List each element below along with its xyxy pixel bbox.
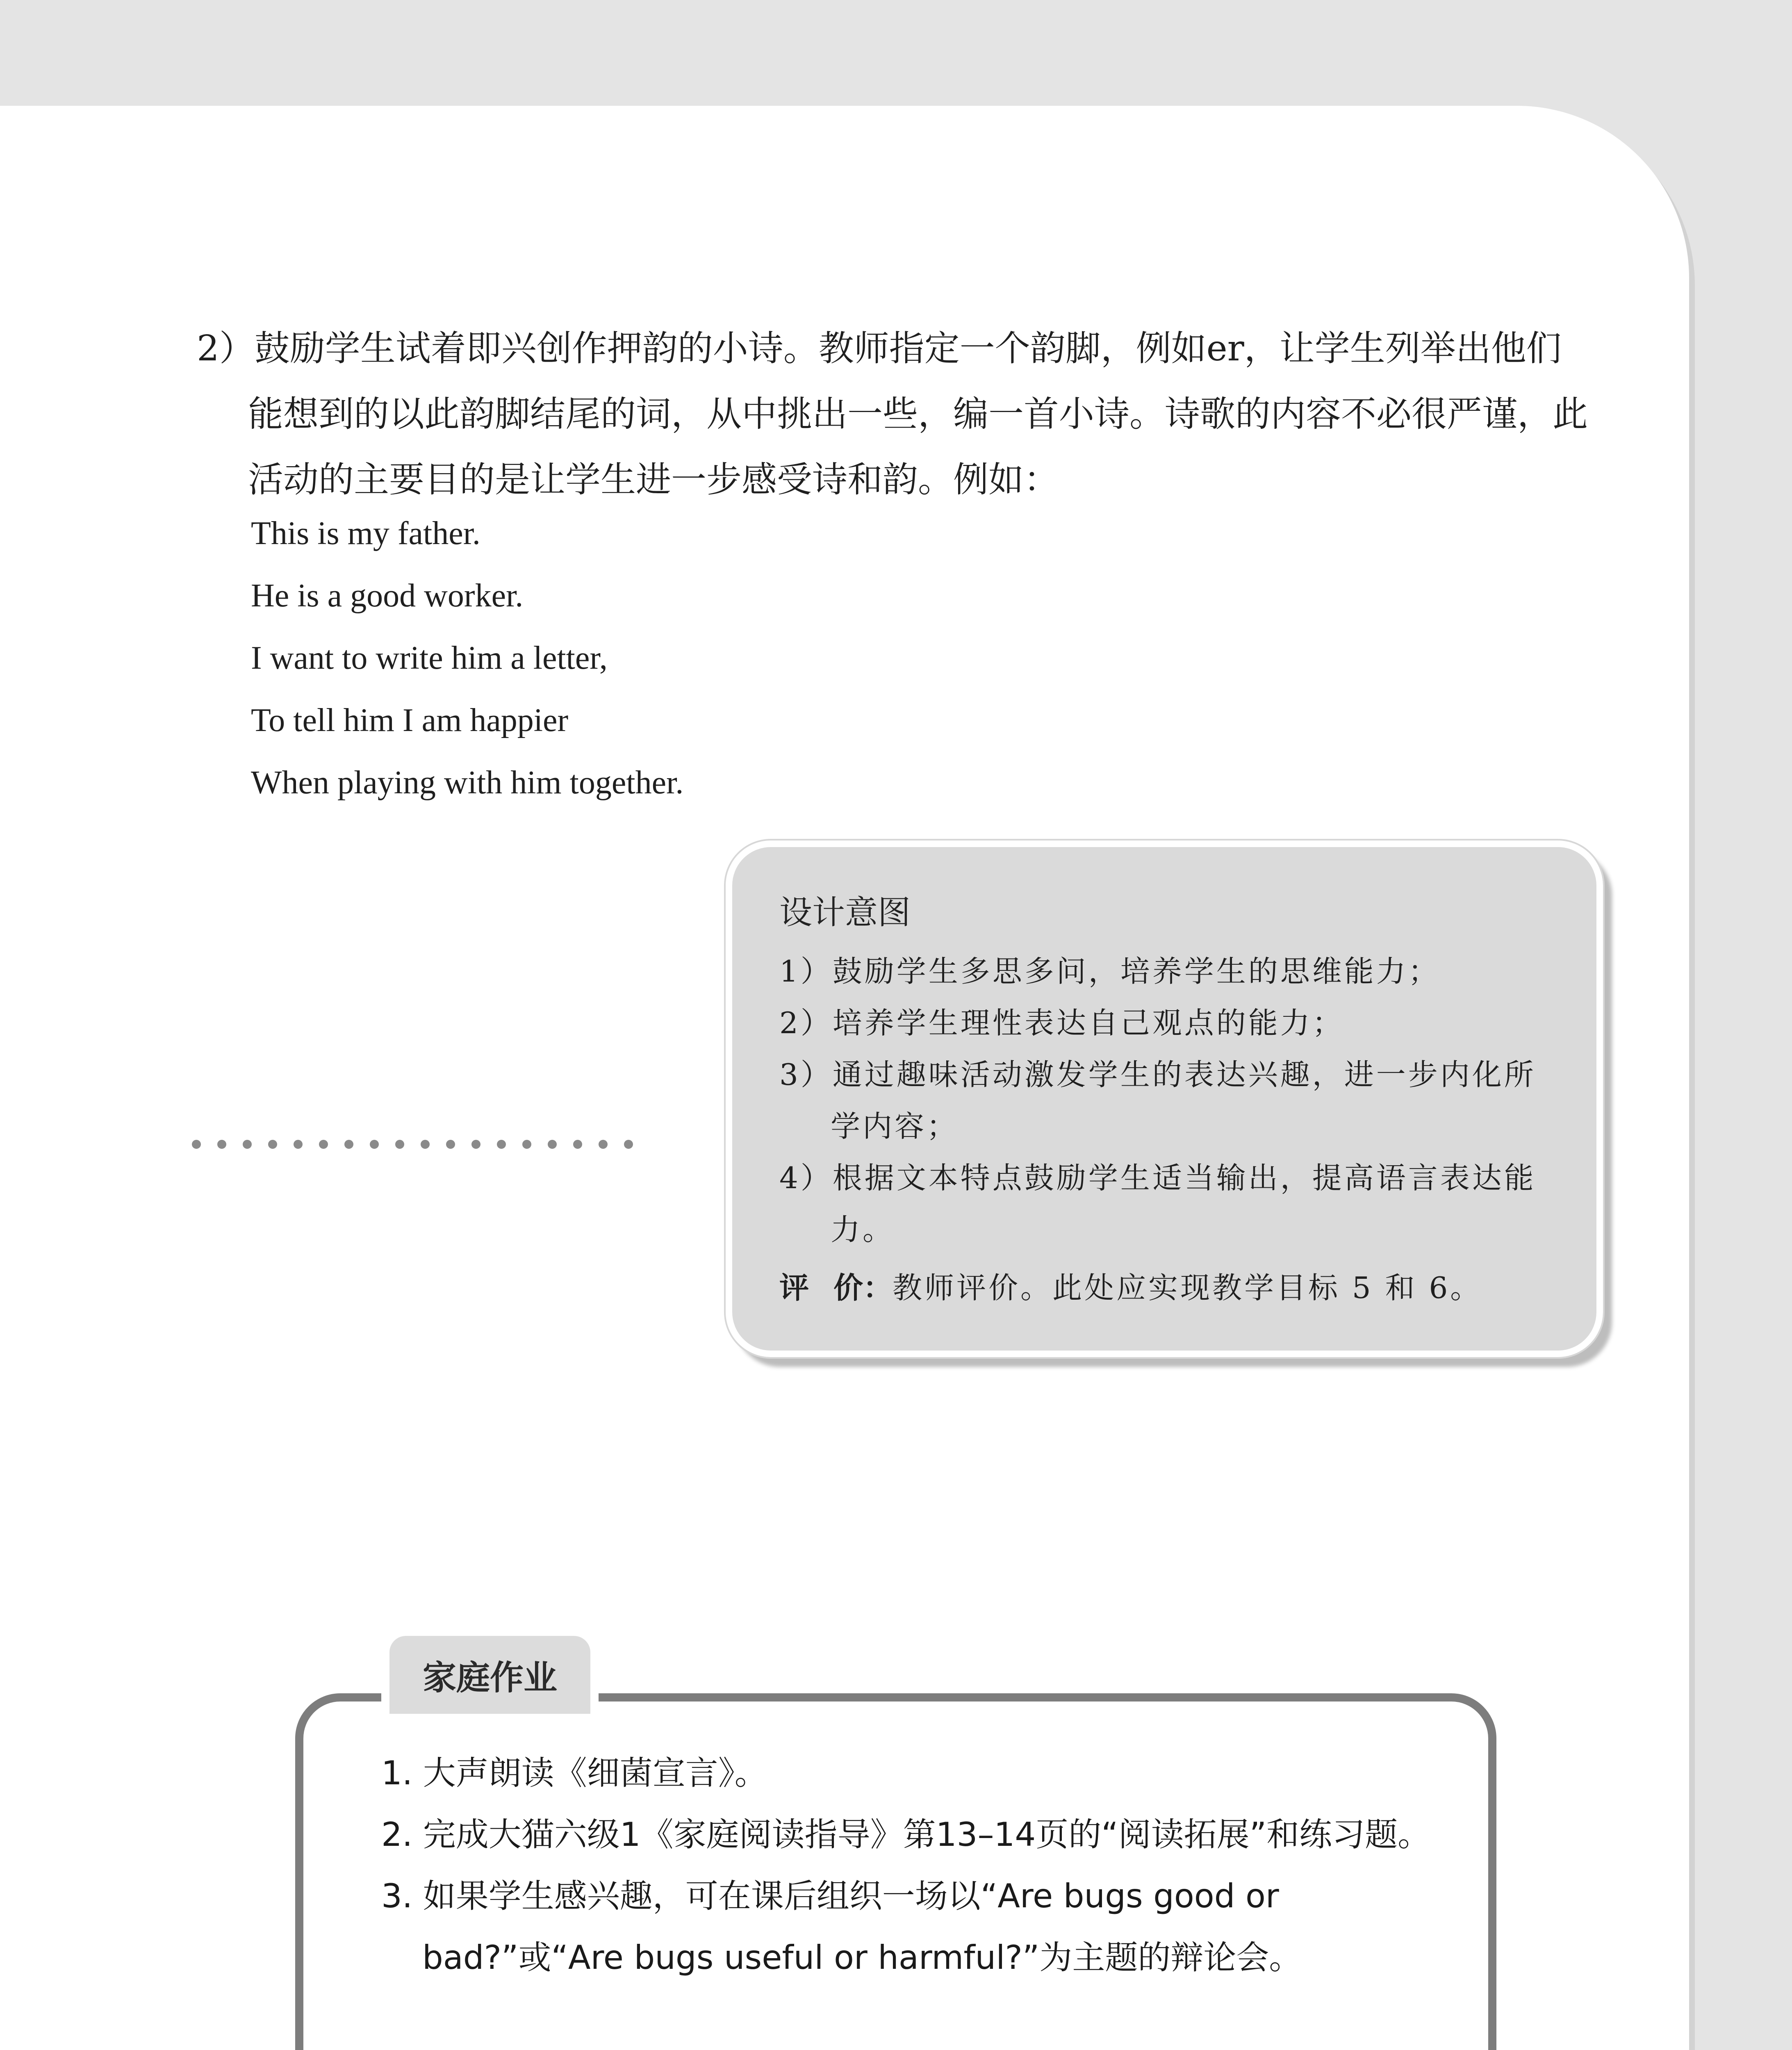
evaluation-label: 评 xyxy=(779,1271,809,1305)
design-intent-box xyxy=(726,840,1603,1357)
evaluation-text: 教师评价。此处应实现教学目标 5 和 6。 xyxy=(893,1271,1482,1305)
dotted-leader xyxy=(192,1140,633,1149)
homework-item: 3. 如果学生感兴趣，可在课后组织一场以“Are bugs good or bad?”或“Are bugs useful or harmful?”为主题的辩论会。 xyxy=(381,1877,1302,1977)
design-intent-item: 4）根据文本特点鼓励学生适当输出，提高语言表达能力。 xyxy=(779,1161,1536,1247)
paragraph-continuation: 能想到的以此韵脚结尾的词，从中挑出一些，编一首小诗。诗歌的内容不必很严谨，此活动的主要目的是让学生进一步感受诗和韵。例如： xyxy=(248,394,1588,500)
evaluation-line xyxy=(779,1265,1564,1310)
design-intent-item: 2）培养学生理性表达自己观点的能力； xyxy=(779,1006,1344,1040)
poem-line: When playing with him together. xyxy=(251,765,684,801)
activity-paragraph xyxy=(197,316,1607,512)
poem-line: I want to write him a letter, xyxy=(251,640,608,676)
example-poem xyxy=(251,502,683,814)
homework-list xyxy=(381,1742,1447,1988)
homework-title-tab: 家庭作业 xyxy=(389,1636,590,1714)
paragraph-first-line: 2）鼓励学生试着即兴创作押韵的小诗。教师指定一个韵脚，例如er，让学生列举出他们 xyxy=(197,328,1562,369)
design-intent-title: 设计意图 xyxy=(779,893,911,932)
design-intent-item: 1）鼓励学生多思多问，培养学生的思维能力； xyxy=(779,954,1440,989)
poem-line: He is a good worker. xyxy=(251,578,524,614)
design-intent-item: 3）通过趣味活动激发学生的表达兴趣，进一步内化所学内容； xyxy=(779,1057,1536,1143)
homework-item: 2. 完成大猫六级1《家庭阅读指导》第13–14页的“阅读拓展”和练习题。 xyxy=(381,1815,1431,1854)
poem-line: To tell him I am happier xyxy=(251,702,569,738)
design-intent-list xyxy=(779,945,1564,1255)
homework-item: 1. 大声朗读《细菌宣言》。 xyxy=(381,1754,767,1792)
evaluation-label: 价： xyxy=(833,1271,893,1305)
poem-line: This is my father. xyxy=(251,515,480,551)
